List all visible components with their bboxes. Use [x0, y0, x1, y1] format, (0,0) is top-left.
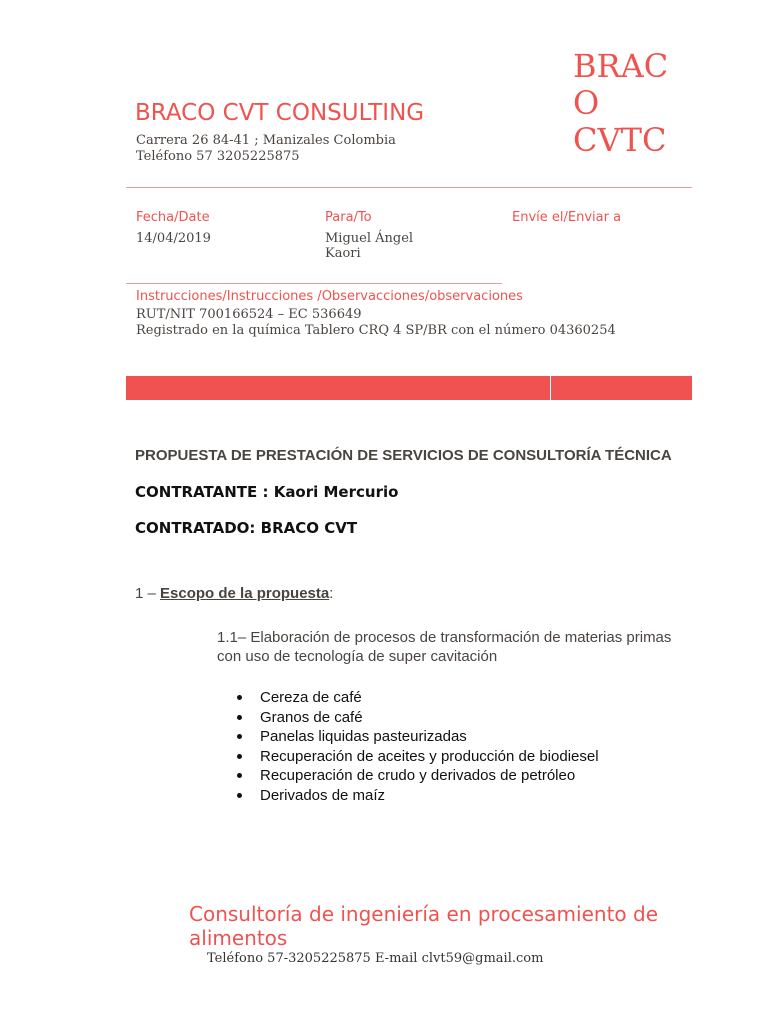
- section-1-heading: [135, 585, 333, 602]
- para-label: Para/To: [325, 210, 372, 225]
- list-item-text: Cereza de café: [260, 689, 362, 706]
- services-bullet-list: [237, 688, 599, 805]
- bullet-icon: [237, 715, 242, 720]
- footer-title: Consultoría de ingeniería en procesamiento de alimentos: [189, 902, 659, 950]
- list-item: [237, 727, 599, 747]
- registro-text: Registrado en la química Tablero CRQ 4 SP/BR con el número 04360254: [136, 323, 616, 338]
- proposal-title: PROPUESTA DE PRESTACIÓN DE SERVICIOS DE CONSULTORÍA TÉCNICA: [135, 447, 672, 464]
- logo-line-2: O: [573, 84, 600, 122]
- meta-divider: [126, 283, 502, 284]
- bullet-icon: [237, 695, 242, 700]
- footer-contact: Teléfono 57-3205225875 E-mail clvt59@gmail.com: [207, 951, 544, 966]
- list-item-text: Panelas liquidas pasteurizadas: [260, 728, 467, 745]
- list-item: [237, 708, 599, 728]
- header-divider: [126, 187, 692, 188]
- bullet-icon: [237, 754, 242, 759]
- logo-line-1: BRAC: [573, 47, 669, 85]
- list-item-text: Granos de café: [260, 708, 363, 726]
- list-item-text: Recuperación de crudo y derivados de petróleo: [260, 767, 576, 784]
- company-name: BRACO CVT CONSULTING: [135, 100, 425, 126]
- envie-label: Envíe el/Enviar a: [512, 210, 622, 225]
- contratante-line: CONTRATANTE : Kaori Mercurio: [135, 483, 399, 501]
- list-item-text: Recuperación de aceites y producción de biodiesel: [260, 747, 599, 765]
- logo-line-3: CVTC: [573, 121, 667, 159]
- section-1-prefix: 1 –: [135, 585, 161, 602]
- instructions-label: Instrucciones/Instrucciones /Observacciones/observaciones: [136, 289, 523, 304]
- list-item: [237, 786, 599, 806]
- list-item-text: Derivados de maíz: [260, 786, 386, 804]
- section-1-title: Escopo de la propuesta: [160, 585, 330, 602]
- red-banner-bar: [126, 376, 692, 400]
- logo-text: [573, 48, 668, 159]
- list-item: [237, 747, 599, 767]
- section-1-suffix: :: [329, 585, 334, 602]
- fecha-label: Fecha/Date: [136, 210, 210, 225]
- company-address: Carrera 26 84-41 ; Manizales Colombia: [136, 133, 396, 148]
- section-1-1-text: 1.1– Elaboración de procesos de transformación de materias primas con uso de tecnología de super cavitación: [217, 629, 672, 665]
- contratado-line: CONTRATADO: BRACO CVT: [135, 519, 358, 537]
- red-banner-divider: [550, 376, 551, 400]
- fecha-value: 14/04/2019: [136, 231, 211, 246]
- list-item: [237, 766, 599, 786]
- rut-text: RUT/NIT 700166524 – EC 536649: [136, 307, 362, 322]
- bullet-icon: [237, 773, 242, 778]
- para-value-line-1: Miguel Ángel: [325, 231, 414, 246]
- bullet-icon: [237, 734, 242, 739]
- para-value: [325, 231, 475, 261]
- list-item: [237, 688, 599, 708]
- company-phone: Teléfono 57 3205225875: [136, 149, 300, 164]
- bullet-icon: [237, 793, 242, 798]
- para-value-line-2: Kaori: [325, 246, 361, 261]
